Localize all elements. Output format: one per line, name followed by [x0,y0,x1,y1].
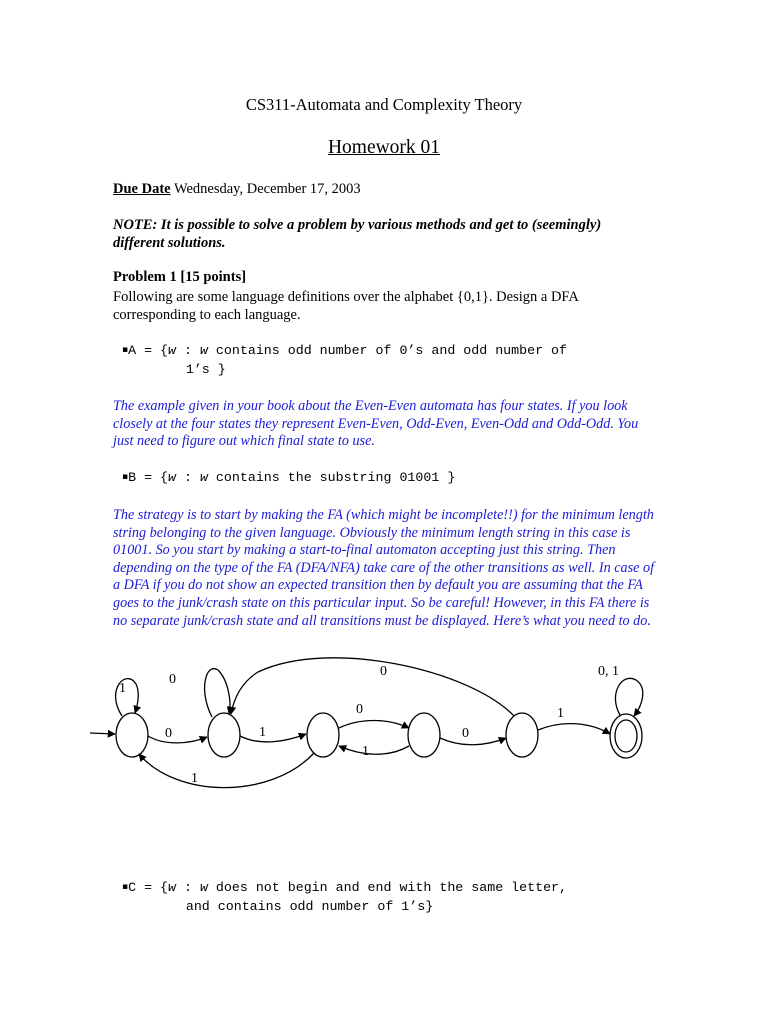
dfa-start-arrow [90,733,115,734]
language-b-definition [122,468,455,487]
dfa-label-q0-q0: 1 [119,681,126,696]
dfa-edge-q2-q0 [139,753,314,788]
language-a-var: w [168,343,176,358]
homework-title: Homework 01 [327,137,441,158]
language-a-rest-line2: 1’s } [122,362,226,377]
problem-1-description: Following are some language definitions over the alphabet {0,1}. Design a DFA corresponding to each language. [113,289,579,323]
language-c-prefix: C = { [128,880,169,895]
language-a-definition [122,341,567,379]
dfa-diagram [0,650,768,800]
bullet-icon: ▪ [122,345,129,355]
dfa-state-q2 [307,713,339,757]
dfa-edge-q1-q2 [240,734,306,742]
dfa-edge-q1-q1 [205,669,230,717]
language-b-var: w [199,470,208,485]
language-c-var: w [168,880,176,895]
dfa-edge-q0-q1 [148,736,207,743]
language-b-prefix: B = { [128,470,169,485]
dfa-label-q0-q1: 0 [165,726,172,741]
dfa-label-q4-q5: 1 [557,706,564,721]
due-date-value: Wednesday, December 17, 2003 [170,181,361,197]
dfa-label-q1-q1: 0 [169,672,176,687]
due-date [113,181,361,198]
language-c-definition [122,878,567,916]
hint-a: The example given in your book about the Even-Even automata has four states. If you look closely at the four states they represent Even-Even, Odd-Even, Even-Odd and Odd-Odd. You just need to figure out which final state to use. [113,398,639,450]
bullet-icon: ▪ [122,882,129,892]
language-c-rest: does not begin and end with the same letter, [207,880,568,895]
dfa-state-q4 [506,713,538,757]
dfa-edge-q4-q5 [538,724,610,734]
dfa-state-q3 [408,713,440,757]
language-c-sep: : [176,880,200,895]
language-a-prefix: A = { [128,343,169,358]
dfa-edge-q5-q5 [615,678,642,716]
dfa-edge-q3-q2 [339,746,409,754]
dfa-label-q3-q2: 1 [362,744,369,759]
dfa-label-q2-q0: 1 [191,771,198,786]
language-a-rest: contains odd number of 0’s and odd number of [207,343,568,358]
due-date-label: Due Date [113,181,171,197]
language-a-var: w [199,343,208,358]
dfa-label-q1-q2: 1 [259,725,266,740]
language-b-rest: contains the substring 01001 } [207,470,456,485]
language-c-rest-line2: and contains odd number of 1’s} [122,899,434,914]
dfa-edge-q4-q1 [231,658,514,716]
dfa-edge-q3-q4 [440,738,506,745]
dfa-label-q3-q4: 0 [462,726,469,741]
language-b-var: w [168,470,176,485]
dfa-state-q1 [208,713,240,757]
bullet-icon: ▪ [122,472,129,482]
dfa-label-q2-q3: 0 [356,702,363,717]
dfa-state-q5-inner [615,720,637,752]
note-paragraph: NOTE: It is possible to solve a problem by various methods and get to (seemingly) different solutions. [113,217,602,251]
dfa-edge-q2-q3 [339,721,409,729]
dfa-state-q0 [116,713,148,757]
problem-1-title: Problem 1 [15 points] [113,269,247,285]
hint-b: The strategy is to start by making the FA (which might be incomplete!!) for the minimum length string belonging to the given language. Obviously the minimum length string in this case is 01001. So you start by making a start-to-final automaton accepting just this string. Then depending on the type of the FA (DFA/NFA) take care of the other transitions as well. In case of a DFA if you do not show an expected transition then by default you are assuming that the FA goes to the junk/crash state on this particular input. So be careful! However, in this FA there is no separate junk/crash state and all transitions must be displayed. Here’s what you need to do. [113,507,655,629]
dfa-label-q5-q5: 0, 1 [598,664,619,679]
course-title: CS311-Automata and Complexity Theory [245,95,523,114]
dfa-label-q4-q1: 0 [380,664,387,679]
language-a-sep: : [176,343,200,358]
language-b-sep: : [176,470,200,485]
language-c-var: w [199,880,208,895]
